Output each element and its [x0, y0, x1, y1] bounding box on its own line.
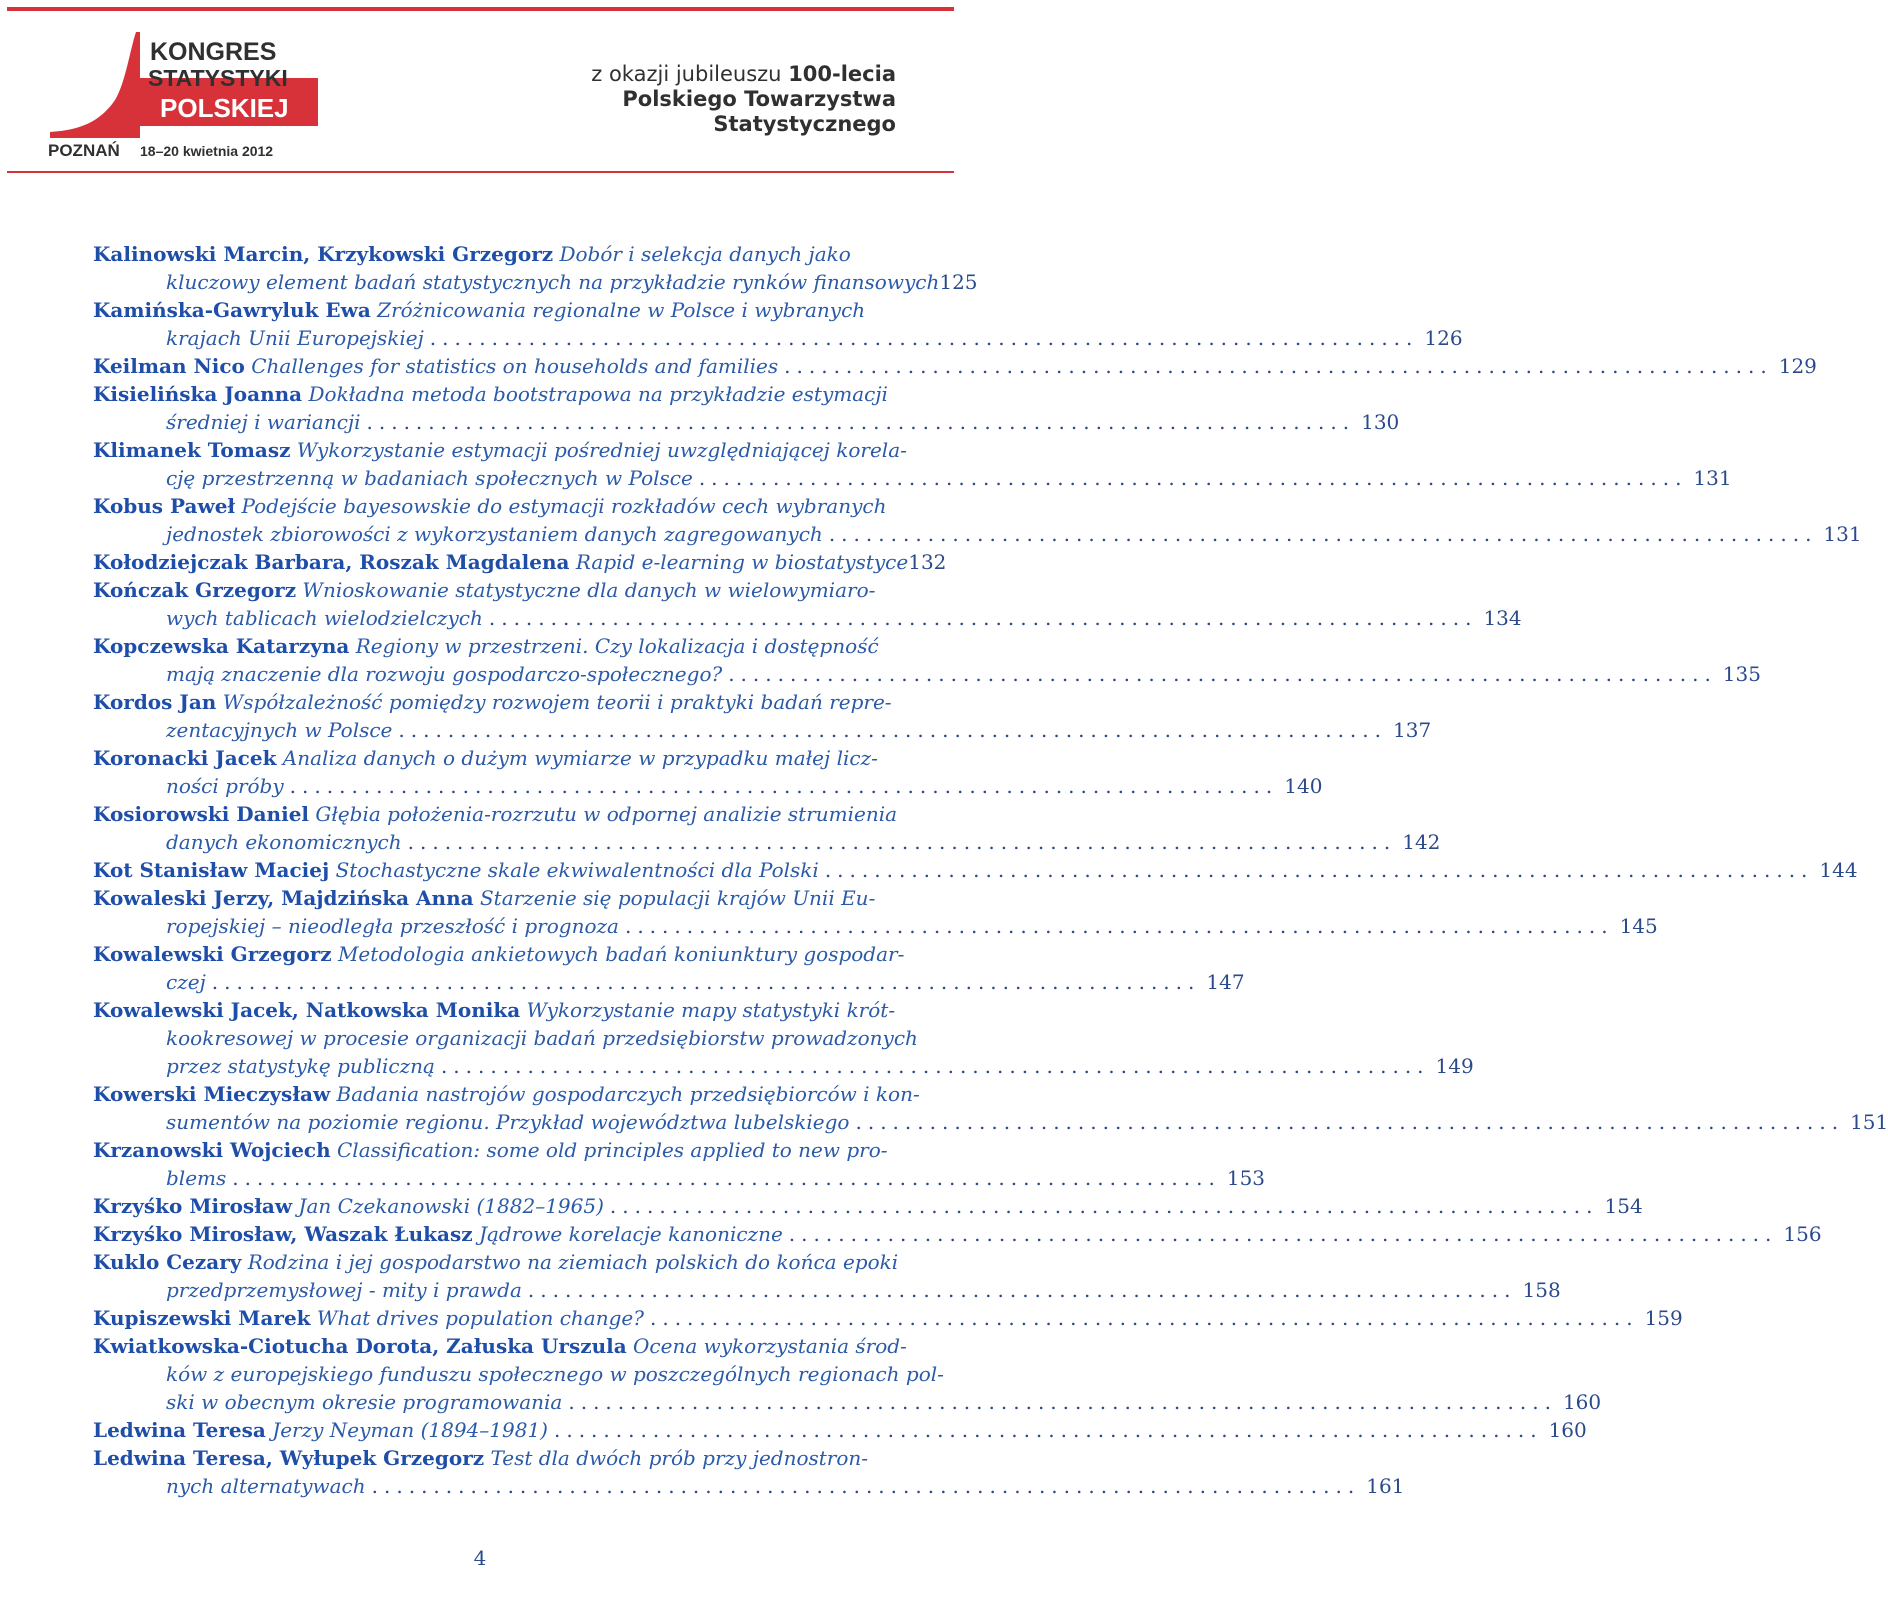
toc-entry-line — [93, 1052, 1474, 1080]
toc-entry-line — [93, 744, 938, 772]
toc-entry-text — [166, 1388, 562, 1416]
toc-title: ski w obecnym okresie programowania — [166, 1390, 563, 1414]
toc-entry — [93, 856, 1858, 884]
toc-title: Rapid e-learning w biostatystyce — [575, 550, 909, 574]
header-top-rule — [7, 7, 954, 11]
toc-title: wych tablicach wielodzielczych — [166, 606, 483, 630]
toc-author: Kamińska-Gawryluk Ewa — [93, 298, 371, 322]
toc-page-number: 132 — [908, 550, 947, 574]
toc-entry — [93, 1248, 1561, 1304]
toc-entry — [93, 800, 1441, 856]
toc-dot-leader: ................................................................................ — [728, 662, 1717, 686]
toc-page-number: 129 — [1778, 354, 1817, 378]
toc-entry-line — [93, 912, 1658, 940]
toc-entry-text — [93, 856, 819, 884]
congress-logo — [40, 20, 330, 170]
toc-entry-line — [93, 520, 1862, 548]
toc-entry-line — [93, 352, 1817, 380]
toc-author: Kwiatkowska-Ciotucha Dorota, Załuska Urszula — [93, 1334, 627, 1358]
toc-entry-line — [93, 968, 1245, 996]
toc-author: Keilman Nico — [93, 354, 245, 378]
toc-title: ności próby — [166, 774, 284, 798]
toc-title: cję przestrzenną w badaniach społecznych w Polsce — [166, 466, 693, 490]
toc-entry-line — [93, 632, 938, 660]
toc-title: Dokładna metoda bootstrapowa na przykładzie estymacji — [308, 382, 888, 406]
toc-entry-text — [93, 690, 892, 714]
toc-entry — [93, 1192, 1643, 1220]
toc-entry — [93, 688, 1432, 744]
toc-entry-line — [93, 408, 1400, 436]
toc-entry — [93, 576, 1522, 632]
toc-author: Kot Stanisław Maciej — [93, 858, 330, 882]
toc-entry-text — [93, 1192, 604, 1220]
toc-author: Klimanek Tomasz — [93, 438, 291, 462]
toc-title: ków z europejskiego funduszu społecznego w poszczególnych regionach pol- — [166, 1362, 944, 1386]
toc-page-number: 149 — [1435, 1054, 1474, 1078]
toc-dot-leader: ................................................................................ — [488, 606, 1478, 630]
toc-entry-text — [93, 242, 851, 266]
toc-page-number: 134 — [1483, 606, 1522, 630]
toc-entry-line — [93, 324, 1463, 352]
toc-entry-line — [93, 1304, 1683, 1332]
toc-page-number: 160 — [1548, 1418, 1587, 1442]
toc-title: średniej i wariancji — [166, 410, 361, 434]
toc-entry-line — [93, 1472, 1405, 1500]
toc-entry-line — [93, 1192, 1643, 1220]
toc-page-number: 153 — [1226, 1166, 1266, 1190]
toc-entry-text — [166, 520, 823, 548]
toc-entry — [93, 352, 1817, 380]
toc-entry-text — [166, 604, 483, 632]
toc-title: Jan Czekanowski (1882–1965) — [298, 1194, 604, 1218]
table-of-contents — [93, 240, 1888, 1500]
jubilee-line1-prefix: z okazji jubileuszu — [591, 62, 782, 86]
toc-entry — [93, 1444, 1405, 1500]
toc-dot-leader: ................................................................................ — [371, 1474, 1361, 1498]
toc-entry-line — [93, 548, 947, 576]
toc-entry-line — [93, 464, 1732, 492]
toc-entry — [93, 1304, 1683, 1332]
toc-author: Krzyśko Mirosław — [93, 1194, 293, 1218]
toc-title: Classification: some old principles applied to new pro- — [337, 1138, 888, 1162]
toc-page-number: 144 — [1819, 858, 1858, 882]
toc-title: sumentów na poziomie regionu. Przykład województwa lubelskiego — [166, 1110, 850, 1134]
toc-author: Kordos Jan — [93, 690, 217, 714]
toc-dot-leader: ................................................................................ — [440, 1054, 1430, 1078]
header-bottom-rule — [7, 171, 954, 173]
toc-page-number: 131 — [1693, 466, 1732, 490]
toc-dot-leader: ................................................................................ — [211, 970, 1201, 994]
toc-author: Ledwina Teresa — [93, 1418, 266, 1442]
toc-entry-line — [93, 800, 938, 828]
toc-entry-text — [93, 548, 908, 576]
toc-entry-line — [93, 716, 1432, 744]
toc-entry — [93, 1220, 1822, 1248]
toc-author: Kowalewski Jacek, Natkowska Monika — [93, 998, 521, 1022]
toc-author: Koronacki Jacek — [93, 746, 277, 770]
toc-entry-line — [93, 1220, 1822, 1248]
toc-entry-text — [93, 746, 878, 770]
toc-title: przez statystykę publiczną — [166, 1054, 435, 1078]
toc-entry-text — [93, 1138, 888, 1162]
toc-entry-line — [93, 1444, 938, 1472]
toc-title: Challenges for statistics on households and families — [251, 354, 779, 378]
toc-entry-text — [93, 1446, 868, 1470]
toc-page-number: 160 — [1562, 1390, 1602, 1414]
toc-entry-text — [166, 464, 693, 492]
logo-line1: KONGRES — [150, 38, 277, 66]
toc-title: Analiza danych o dużym wymiarze w przypadku małej licz- — [282, 746, 878, 770]
toc-entry — [93, 940, 1245, 996]
toc-page-number: 135 — [1722, 662, 1761, 686]
toc-entry-text — [93, 494, 886, 518]
toc-title: przedprzemysłowej - mity i prawda — [166, 1278, 522, 1302]
toc-entry-line — [93, 1276, 1561, 1304]
toc-entry-line — [93, 492, 938, 520]
toc-entry-text — [166, 1276, 522, 1304]
toc-page-number: 159 — [1644, 1306, 1683, 1330]
toc-title: Głębia położenia-rozrzutu w odpornej analizie strumienia — [315, 802, 898, 826]
toc-entry-text — [93, 352, 778, 380]
toc-title: Zróżnicowania regionalne w Polsce i wybranych — [377, 298, 866, 322]
toc-entry-text — [166, 660, 722, 688]
toc-title: Ocena wykorzystania środ- — [633, 1334, 907, 1358]
toc-entry-text — [166, 828, 402, 856]
toc-page-number: 131 — [1823, 522, 1862, 546]
toc-dot-leader: ................................................................................ — [698, 466, 1688, 490]
toc-entry-line — [93, 1164, 1266, 1192]
toc-entry-line — [93, 772, 1323, 800]
toc-entry-text — [93, 382, 888, 406]
toc-page-number: 137 — [1393, 718, 1432, 742]
toc-entry-text — [166, 1164, 226, 1192]
toc-author: Kowalewski Grzegorz — [93, 942, 332, 966]
toc-dot-leader: ................................................................................ — [568, 1390, 1557, 1414]
toc-entry — [93, 1416, 1587, 1444]
toc-dot-leader: ................................................................................ — [609, 1194, 1599, 1218]
toc-entry — [93, 240, 978, 296]
toc-entry-text — [166, 716, 392, 744]
toc-entry — [93, 380, 1400, 436]
toc-entry-text — [93, 1220, 783, 1248]
jubilee-line2: Polskiego Towarzystwa — [622, 87, 896, 111]
toc-title: Jerzy Neyman (1894–1981) — [272, 1418, 548, 1442]
toc-entry-text — [166, 268, 939, 296]
toc-title: krajach Unii Europejskiej — [166, 326, 424, 350]
toc-entry — [93, 548, 947, 576]
toc-dot-leader: ................................................................................ — [527, 1278, 1517, 1302]
toc-entry-line — [93, 436, 938, 464]
toc-entry-line — [93, 1108, 1888, 1136]
toc-page-number: 140 — [1284, 774, 1323, 798]
toc-dot-leader: ................................................................................ — [289, 774, 1279, 798]
toc-entry-text — [166, 772, 284, 800]
toc-title: Rodzina i jej gospodarstwo na ziemiach polskich do końca epoki — [247, 1250, 899, 1274]
toc-page-number: 125 — [939, 270, 978, 294]
toc-entry-line — [93, 380, 938, 408]
toc-entry-text — [93, 1082, 920, 1106]
toc-page-number: 130 — [1361, 410, 1400, 434]
toc-author: Kowaleski Jerzy, Majdzińska Anna — [93, 886, 474, 910]
toc-author: Kobus Paweł — [93, 494, 236, 518]
toc-title: kookresowej w procesie organizacji badań przedsiębiorstw prowadzonych — [166, 1026, 918, 1050]
toc-entry-line — [93, 996, 938, 1024]
toc-dot-leader: ................................................................................ — [828, 522, 1818, 546]
toc-title: Test dla dwóch prób przy jednostron- — [490, 1446, 869, 1470]
toc-page-number: 161 — [1366, 1474, 1405, 1498]
toc-entry-text — [166, 1026, 918, 1050]
toc-author: Kowerski Mieczysław — [93, 1082, 331, 1106]
toc-entry-text — [93, 438, 907, 462]
toc-title: czej — [166, 970, 206, 994]
toc-author: Kołodziejczak Barbara, Roszak Magdalena — [93, 550, 570, 574]
toc-page-number: 145 — [1619, 914, 1658, 938]
toc-title: Metodologia ankietowych badań koniunktury gospodar- — [337, 942, 905, 966]
toc-entry-text — [166, 968, 206, 996]
toc-author: Kisielińska Joanna — [93, 382, 303, 406]
toc-entry-line — [93, 660, 1761, 688]
toc-entry-line — [93, 856, 1858, 884]
toc-entry-line — [93, 1080, 938, 1108]
toc-entry-text — [93, 1304, 644, 1332]
toc-dot-leader: ................................................................................ — [553, 1418, 1543, 1442]
toc-dot-leader: ................................................................................ — [649, 1306, 1639, 1330]
toc-page-number: 151 — [1850, 1110, 1888, 1134]
toc-title: Stochastyczne skale ekwiwalentności dla Polski — [335, 858, 819, 882]
toc-page-number: 154 — [1604, 1194, 1643, 1218]
toc-title: danych ekonomicznych — [166, 830, 402, 854]
toc-entry-line — [93, 240, 938, 268]
toc-author: Kalinowski Marcin, Krzykowski Grzegorz — [93, 242, 554, 266]
toc-entry-text — [166, 1108, 849, 1136]
jubilee-line1-bold: 100-lecia — [788, 62, 896, 86]
congress-logo-graphic — [40, 20, 330, 170]
logo-dates: 18–20 kwietnia 2012 — [140, 143, 274, 159]
toc-title: mają znaczenie dla rozwoju gospodarczo-społecznego? — [166, 662, 723, 686]
toc-entry-line — [93, 1024, 938, 1052]
toc-entry-line — [93, 1136, 938, 1164]
toc-page-number: 147 — [1206, 970, 1245, 994]
toc-author: Krzanowski Wojciech — [93, 1138, 331, 1162]
toc-entry-line — [93, 1332, 938, 1360]
toc-entry-text — [93, 942, 904, 966]
toc-entry-text — [93, 998, 895, 1022]
toc-entry-line — [93, 884, 938, 912]
toc-entry — [93, 632, 1761, 688]
logo-line3: POLSKIEJ — [160, 93, 289, 123]
toc-entry — [93, 884, 1658, 940]
toc-page-number: 126 — [1424, 326, 1463, 350]
toc-entry-line — [93, 1360, 944, 1388]
toc-dot-leader: ................................................................................ — [366, 410, 1356, 434]
toc-dot-leader: ................................................................................ — [232, 1166, 1221, 1190]
toc-page-number: 158 — [1522, 1278, 1561, 1302]
toc-dot-leader: ................................................................................ — [784, 354, 1773, 378]
toc-title: Współzależność pomiędzy rozwojem teorii i praktyki badań repre- — [222, 690, 892, 714]
toc-page-number: 142 — [1402, 830, 1441, 854]
toc-author: Kuklo Cezary — [93, 1250, 242, 1274]
logo-city: POZNAŃ — [48, 141, 120, 160]
toc-entry — [93, 1332, 1602, 1416]
toc-entry — [93, 996, 1474, 1080]
jubilee-line1 — [516, 62, 896, 87]
toc-title: jednostek zbiorowości z wykorzystaniem danych zagregowanych — [166, 522, 823, 546]
logo-line2: STATYSTYKI — [148, 65, 288, 91]
jubilee-caption — [516, 62, 896, 137]
toc-title: blems — [166, 1166, 227, 1190]
toc-dot-leader: ................................................................................ — [855, 1110, 1845, 1134]
toc-dot-leader: ................................................................................ — [788, 1222, 1778, 1246]
toc-author: Krzyśko Mirosław, Waszak Łukasz — [93, 1222, 473, 1246]
toc-entry — [93, 1136, 1266, 1192]
toc-entry-text — [166, 324, 424, 352]
toc-dot-leader: ................................................................................ — [824, 858, 1814, 882]
toc-author: Kończak Grzegorz — [93, 578, 297, 602]
toc-entry-text — [166, 1052, 435, 1080]
toc-entry-line — [93, 604, 1522, 632]
toc-title: Starzenie się populacji krajów Unii Eu- — [479, 886, 876, 910]
toc-entry — [93, 436, 1732, 492]
toc-entry-line — [93, 576, 938, 604]
jubilee-line3: Statystycznego — [713, 112, 896, 136]
toc-entry-text — [166, 408, 361, 436]
toc-entry — [93, 296, 1463, 352]
toc-entry — [93, 744, 1323, 800]
toc-entry-text — [93, 802, 897, 826]
toc-entry-text — [93, 1416, 548, 1444]
toc-title: Jądrowe korelacje kanoniczne — [478, 1222, 783, 1246]
toc-title: ropejskiej – nieodległa przeszłość i prognoza — [166, 914, 619, 938]
toc-author: Ledwina Teresa, Wyłupek Grzegorz — [93, 1446, 485, 1470]
toc-page-number: 156 — [1783, 1222, 1822, 1246]
toc-entry-line — [93, 268, 978, 296]
toc-dot-leader: ................................................................................ — [398, 718, 1387, 742]
toc-title: Wykorzystanie mapy statystyki krót- — [526, 998, 896, 1022]
toc-entry-line — [93, 296, 938, 324]
toc-author: Kupiszewski Marek — [93, 1306, 311, 1330]
toc-title: Regiony w przestrzeni. Czy lokalizacja i dostępność — [355, 634, 879, 658]
toc-entry-text — [166, 1362, 944, 1386]
toc-title: Wnioskowanie statystyczne dla danych w wielowymiaro- — [302, 578, 876, 602]
toc-entry-line — [93, 1416, 1587, 1444]
toc-entry-text — [93, 1334, 907, 1358]
toc-entry-line — [93, 688, 938, 716]
toc-title: What drives population change? — [316, 1306, 644, 1330]
toc-entry-text — [93, 634, 879, 658]
toc-author: Kosiorowski Daniel — [93, 802, 310, 826]
toc-entry-text — [93, 886, 875, 910]
toc-title: Badania nastrojów gospodarczych przedsiębiorców i kon- — [336, 1082, 920, 1106]
toc-dot-leader: ................................................................................ — [429, 326, 1419, 350]
toc-entry-text — [93, 578, 875, 602]
toc-title: nych alternatywach — [166, 1474, 366, 1498]
toc-entry-line — [93, 1248, 938, 1276]
toc-entry — [93, 1080, 1888, 1136]
toc-author: Kopczewska Katarzyna — [93, 634, 350, 658]
toc-dot-leader: ................................................................................ — [624, 914, 1614, 938]
toc-entry-line — [93, 1388, 1602, 1416]
toc-entry-text — [93, 1250, 898, 1274]
toc-entry-line — [93, 828, 1441, 856]
toc-dot-leader: ................................................................................ — [407, 830, 1397, 854]
toc-entry-line — [93, 940, 938, 968]
toc-title: kluczowy element badań statystycznych na przykładzie rynków finansowych — [166, 270, 940, 294]
toc-entry — [93, 492, 1862, 548]
toc-title: Wykorzystanie estymacji pośredniej uwzględniającej korela- — [296, 438, 907, 462]
toc-title: zentacyjnych w Polsce — [166, 718, 393, 742]
toc-entry-text — [166, 912, 619, 940]
toc-title: Podejście bayesowskie do estymacji rozkładów cech wybranych — [241, 494, 887, 518]
page-number: 4 — [473, 1546, 487, 1570]
toc-title: Dobór i selekcja danych jako — [559, 242, 851, 266]
toc-entry-text — [93, 298, 865, 322]
toc-entry-text — [166, 1472, 366, 1500]
